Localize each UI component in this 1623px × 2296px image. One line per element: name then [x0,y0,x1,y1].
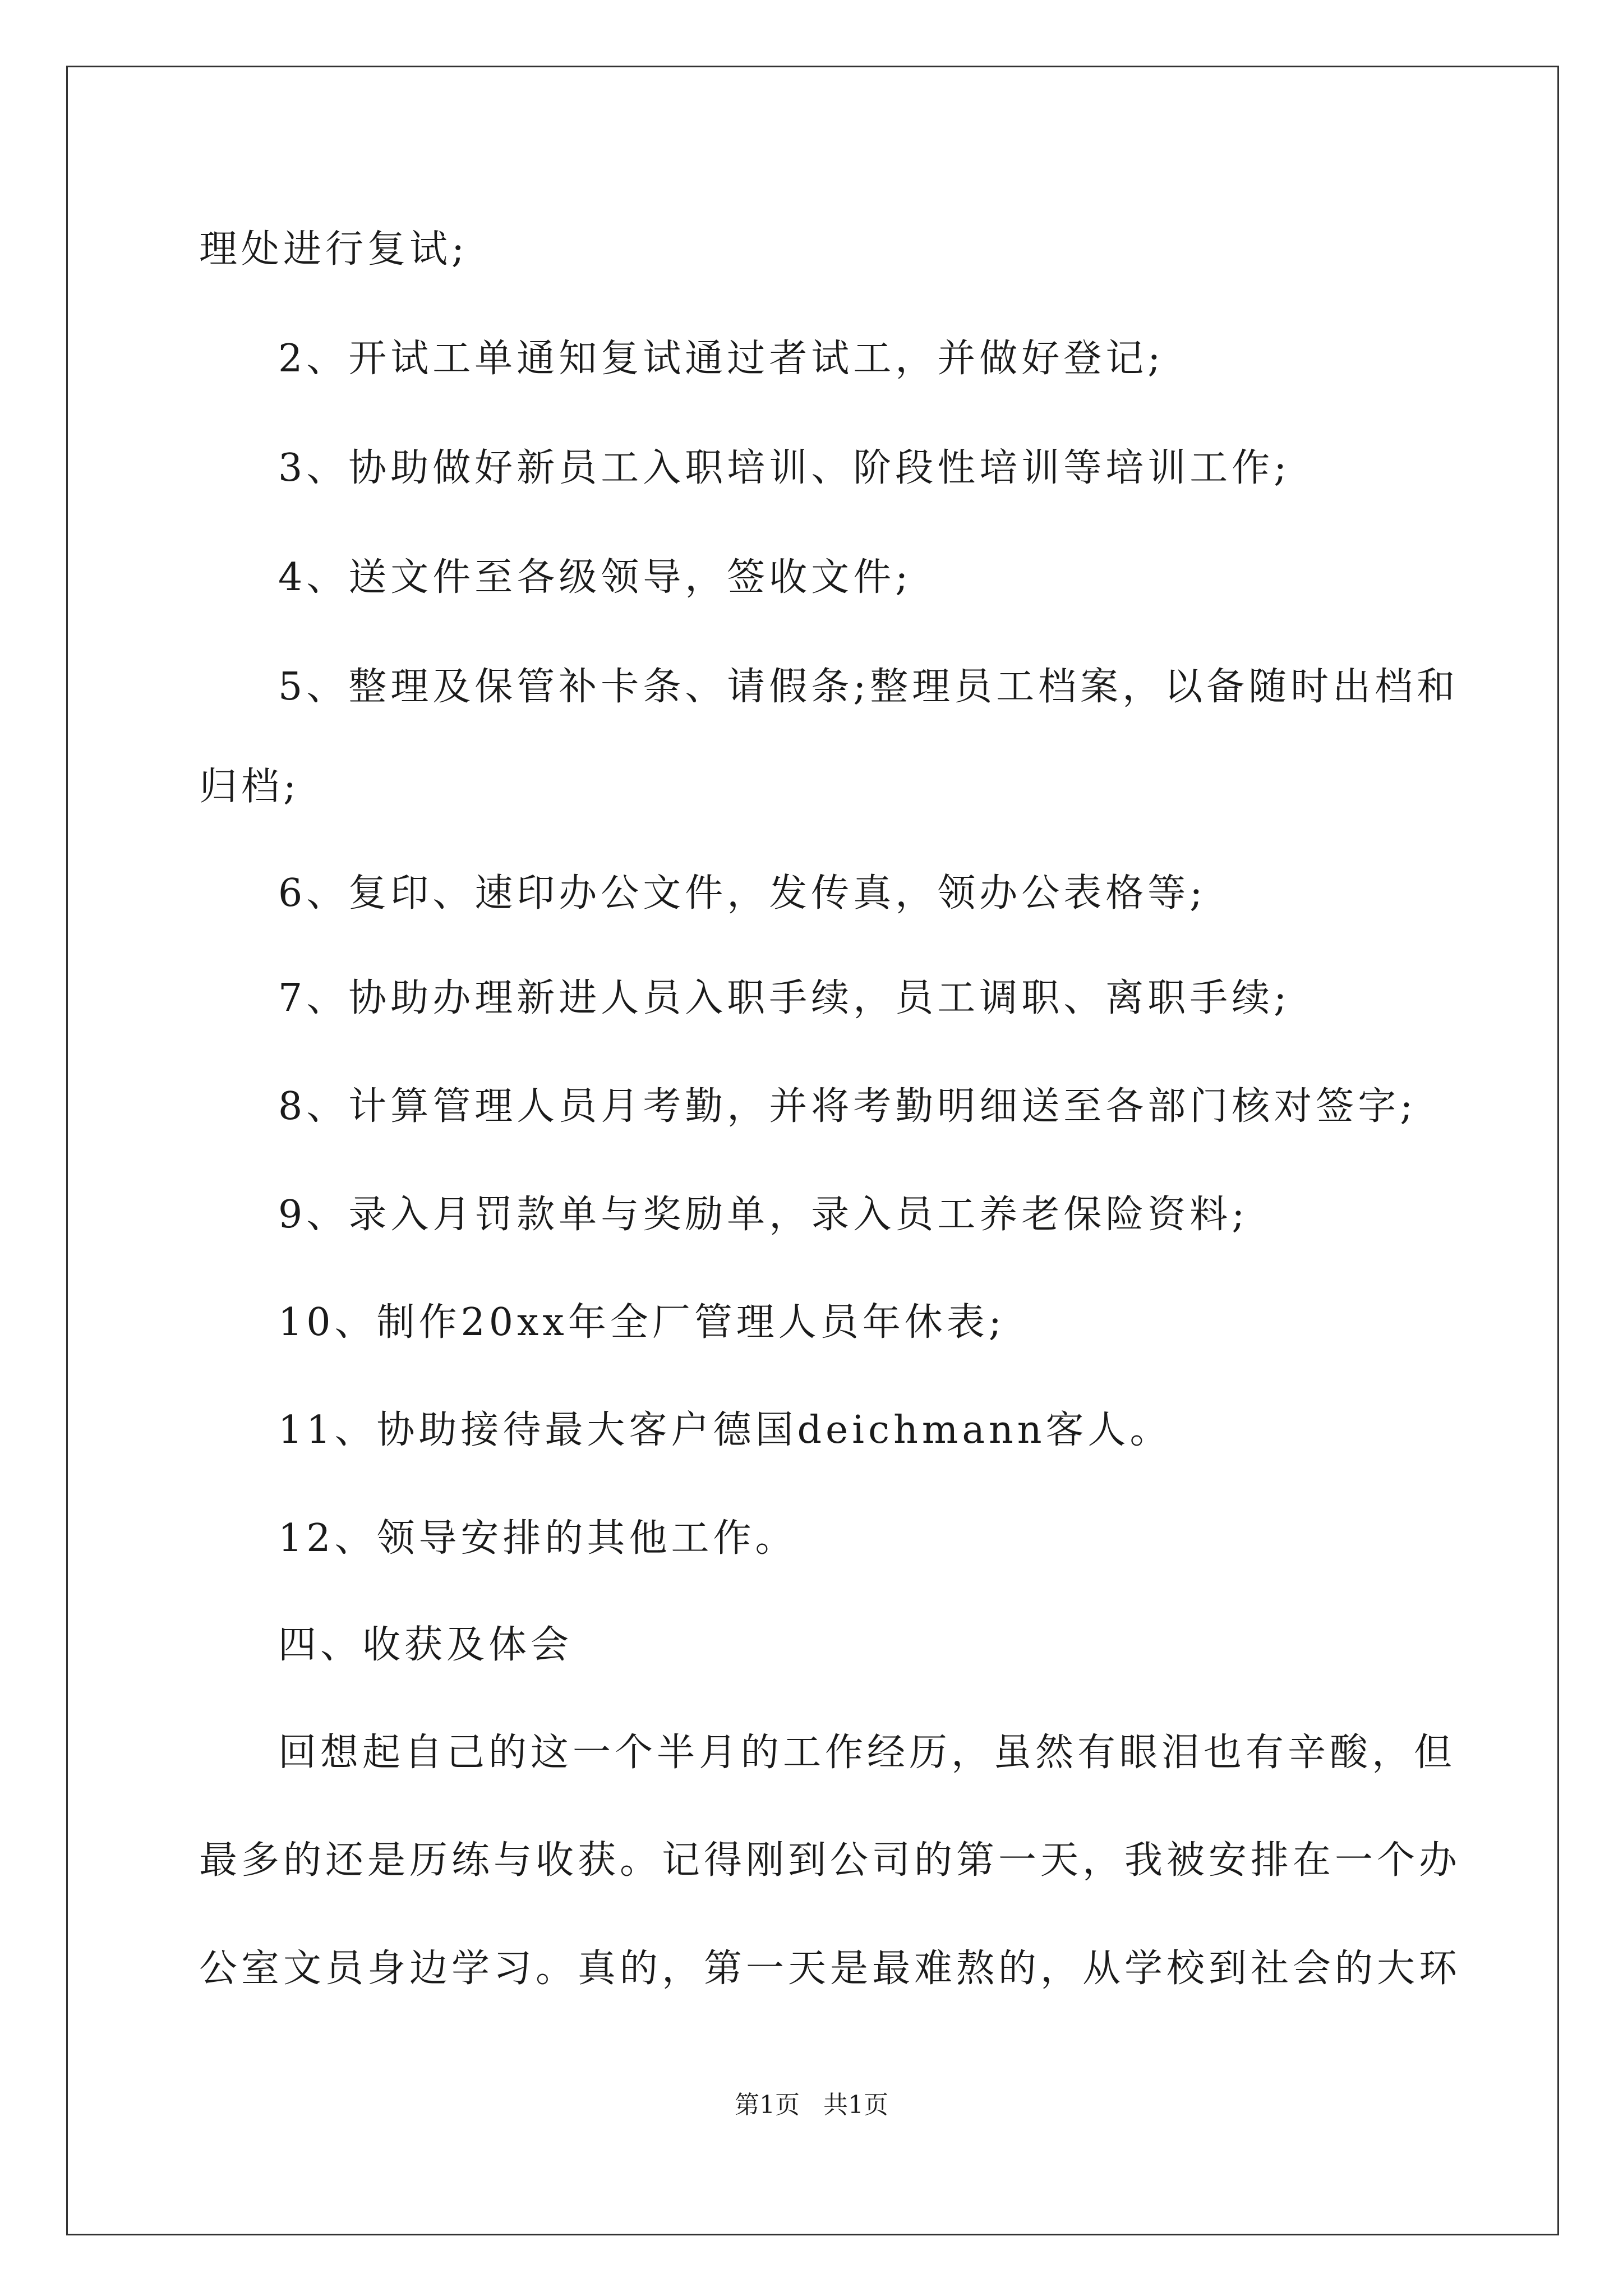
list-item: 10、制作20xx年全厂管理人员年休表; [278,1300,1006,1345]
list-item: 8、计算管理人员月考勤，并将考勤明细送至各部门核对签字; [278,1084,1417,1129]
paragraph-line: 归档; [199,765,300,809]
list-item: 5、整理及保管补卡条、请假条;整理员工档案，以备随时出档和 [278,665,1459,709]
paragraph-line: 理处进行复试; [199,227,468,272]
paragraph-line: 回想起自己的这一个半月的工作经历，虽然有眼泪也有辛酸，但 [278,1731,1456,1775]
list-item: 4、送文件至各级领导，签收文件; [278,555,912,600]
list-item: 9、录入月罚款单与奖励单，录入员工养老保险资料; [278,1193,1249,1237]
list-item: 7、协助办理新进人员入职手续，员工调职、离职手续; [278,976,1291,1020]
section-heading: 四、收获及体会 [278,1623,573,1667]
page-frame [66,66,1559,2235]
list-item: 12、领导安排的其他工作。 [278,1516,797,1561]
paragraph-line: 最多的还是历练与收获。记得刚到公司的第一天，我被安排在一个办 [199,1838,1461,1883]
list-item: 3、协助做好新员工入职培训、阶段性培训等培训工作; [278,446,1291,490]
list-item: 6、复印、速印办公文件，发传真，领办公表格等; [278,871,1207,915]
list-item: 2、开试工单通知复试通过者试工，并做好登记; [278,337,1165,381]
list-item: 11、协助接待最大客户德国deichmann客人。 [278,1408,1172,1452]
paragraph-line: 公室文员身边学习。真的，第一天是最难熬的，从学校到社会的大环 [199,1947,1461,1991]
page-footer: 第1页 共1页 [735,2091,888,2119]
